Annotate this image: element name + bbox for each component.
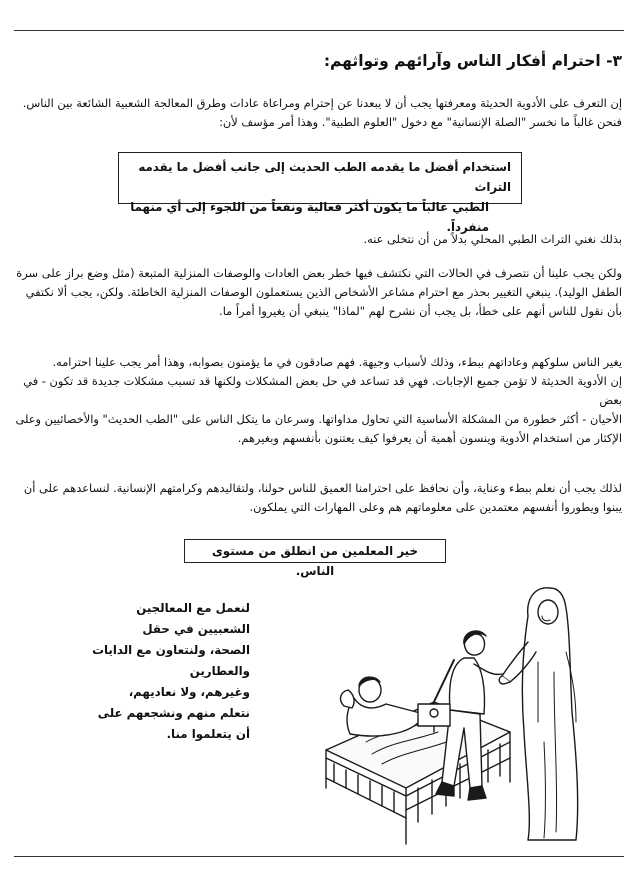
caption-line: الصحة، ولنتعاون مع الدايات والعطارين	[92, 643, 250, 678]
caption-line: نتعلم منهم ونشجعهم على أن يتعلموا منا.	[97, 706, 250, 741]
intro-paragraph	[14, 94, 622, 132]
top-rule	[14, 30, 624, 31]
paragraph-line: الطفل الوليد). ينبغي التغيير بحذر مع احترام مشاعر الأشخاص الذين يستعملون الوصفات المنزلية الخاطئة. ولكن، يجب ألا نكتفي	[25, 285, 622, 299]
child-drawing	[341, 677, 424, 736]
paragraph-line: إن الأدوية الحديثة لا تؤمن جميع الإجابات. فهي قد تساعد في حل بعض المشكلات ولكنها قد تسبب مشكلات جديدة قد تكون - في بعض	[23, 374, 622, 407]
paragraph-line: الإكثار من استخدام الأدوية وينسون أهمية أن يعرفوا كيف يعتنون بأنفسهم وبغيرهم.	[237, 431, 622, 445]
paragraph-line: ولكن يجب علينا أن نتصرف في الحالات التي نكتشف فيها خطر بعض العادات والوصفات المنزلية المتبعة (مثل وضع براز على سرة	[16, 266, 622, 280]
paragraph-behavior	[14, 353, 622, 448]
intro-line: فنحن غالباً ما نخسر "الصلة الإنسانية" مع دخول "العلوم الطبية". وهذا أمر مؤسف لأن:	[219, 115, 622, 129]
paragraph-line: يغير الناس سلوكهم وعاداتهم ببطء، وذلك لأسباب وجيهة. فهم صادقون في ما يؤمنون بصوابه، وهذا أمر يجب علينا احترامه.	[52, 355, 622, 369]
paragraph-teaching	[14, 479, 622, 517]
health-workers-illustration	[314, 582, 594, 852]
paragraph-line: الأحيان - أكثر خطورة من المشكلة الأساسية التي تحاول مداواتها. وسرعان ما يتكل الناس على "الطب الحديث" والأخصائيين وعلى	[15, 412, 622, 426]
quote-line: استخدام أفضل ما يقدمه الطب الحديث إلى جانب أفضل ما يقدمه التراث	[138, 160, 511, 194]
paragraph-line: يبنوا ويطوروا أنفسهم معتمدين على معلوماتهم هم وعلى المهارات التي يملكون.	[249, 500, 622, 514]
enrich-line: بذلك نغني التراث الطبي المحلي بدلاً من أن نتخلى عنه.	[363, 232, 622, 246]
caption-line: لنعمل مع المعالجين الشعبيين في حقل	[136, 601, 250, 636]
bottom-rule	[14, 856, 624, 857]
quote-box	[118, 152, 522, 234]
paragraph-line: لذلك يجب أن نعلم ببطء وعناية، وأن نحافظ على احترامنا العميق للناس حولنا، ولتقاليدهم وكرامتهم الإنسانية. لنساعدهم على أن	[23, 481, 622, 495]
motto-text: خير المعلمين من انطلق من مستوى الناس.	[212, 544, 418, 578]
traditional-healer-drawing	[499, 588, 577, 840]
caption-line: وغيرهم، ولا نعاديهم،	[128, 685, 250, 699]
motto-box	[184, 539, 446, 578]
intro-line: إن التعرف على الأدوية الحديثة ومعرفتها يجب أن لا يبعدنا عن إحترام ومراعاة عادات وطرق المعالجة الشعبية الشائعة بين الناس.	[22, 96, 622, 110]
section-heading: ٣- احترام أفكار الناس وآرائهم وتواثهم:	[323, 52, 622, 70]
illustration-caption	[80, 598, 250, 745]
quote-line: الطبي غالباً ما يكون أكثر فعالية ونفعاً من اللجوء إلى أي منهما منفرداً.	[130, 200, 489, 234]
paragraph-caution	[14, 264, 622, 321]
enrich-line-paragraph	[14, 230, 622, 249]
paragraph-line: بأن نقول للناس أنهم على خطأ، بل يجب أن نشرح لهم "لماذا" ينبغي أن يغيروا أمراً ما.	[219, 304, 622, 318]
